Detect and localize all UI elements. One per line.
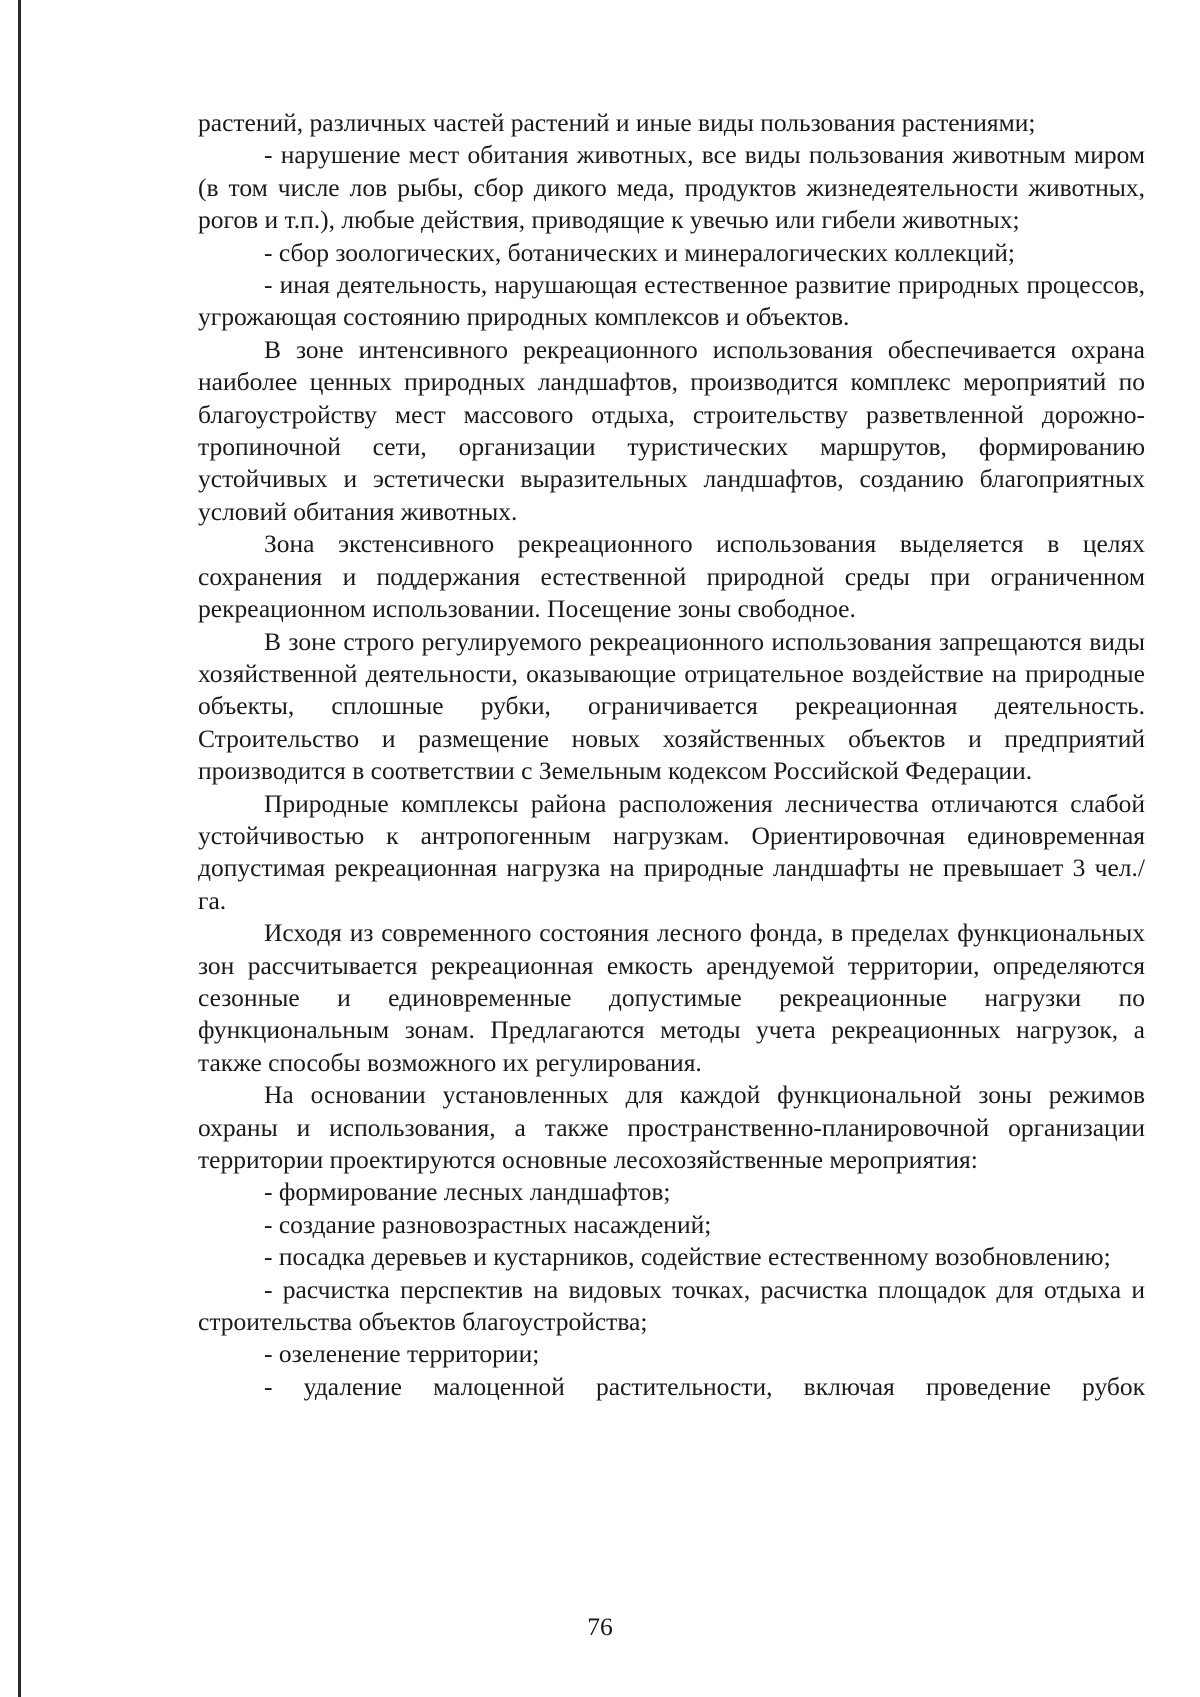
paragraph-7: В зоне строго регулируемого рекреационного использования запрещаются виды хозяйственной деятельности, оказывающие отрицательное воздействие на природные объекты, сплошные рубки, ограничивается рекреационная деятельность. Строительство и размещение новых хозяйственных объектов и предприятий производится в соответствии с Земельным кодексом Российской Федерации. <box>198 626 1145 786</box>
paragraph-8: Природные комплексы района расположения лесничества отличаются слабой устойчивостью к антропогенным нагрузкам. Ориентировочная единовременная допустимая рекреационная нагрузка на природные ландшафты не превышает 3 чел./га. <box>198 788 1145 915</box>
paragraph-5: В зоне интенсивного рекреационного использования обеспечивается охрана наиболее ценных природных ландшафтов, производится комплекс мероприятий по благоустройству мест массового отдыха, строительству разветвленной дорожно-тропиночной сети, организации туристических маршрутов, формированию устойчивых и эстетически выразительных ландшафтов, созданию благоприятных условий обитания животных. <box>198 334 1145 526</box>
document-body <box>198 107 1145 1403</box>
paragraph-4: - иная деятельность, нарушающая естественное развитие природных процессов, угрожающая состоянию природных комплексов и объектов. <box>198 270 1145 332</box>
paragraph-6: Зона экстенсивного рекреационного использования выделяется в целях сохранения и поддержания естественной природной среды при ограниченном рекреационном использовании. Посещение зоны свободное. <box>198 529 1145 624</box>
list-item-4: - расчистка перспектив на видовых точках, расчистка площадок для отдыха и строительства объектов благоустройства; <box>198 1274 1145 1337</box>
paragraph-1: растений, различных частей растений и иные виды пользования растениями; <box>198 108 1036 137</box>
paragraph-3: - сбор зоологических, ботанических и минералогических коллекций; <box>264 237 1015 267</box>
scan-border-line <box>18 0 21 1697</box>
paragraph-2: - нарушение мест обитания животных, все виды пользования животным миром (в том числе лов рыбы, сбор дикого меда, продуктов жизнедеятельности животных, рогов и т.п.), любые действия, приводящие к увечью или гибели животных; <box>198 140 1145 235</box>
paragraph-10: На основании установленных для каждой функциональной зоны режимов охраны и использования, а также пространственно-планировочной организации территории проектируются основные лесохозяйственные мероприятия: <box>198 1080 1145 1174</box>
list-item-2: - создание разновозрастных насаждений; <box>264 1209 712 1239</box>
list-item-3: - посадка деревьев и кустарников, содействие естественному возобновлению; <box>264 1242 1111 1272</box>
list-item-1: - формирование лесных ландшафтов; <box>264 1177 671 1207</box>
paragraph-9: Исходя из современного состояния лесного фонда, в пределах функциональных зон рассчитывается рекреационная емкость арендуемой территории, определяются сезонные и единовременные допустимые рекреационные нагрузки по функциональным зонам. Предлагаются методы учета рекреационных нагрузок, а также способы возможного их регулирования. <box>198 918 1145 1077</box>
page-number: 76 <box>587 1612 613 1641</box>
list-item-6: - удаление малоценной растительности, включая проведение рубок <box>264 1371 1145 1401</box>
list-item-5: - озеленение территории; <box>264 1339 540 1369</box>
